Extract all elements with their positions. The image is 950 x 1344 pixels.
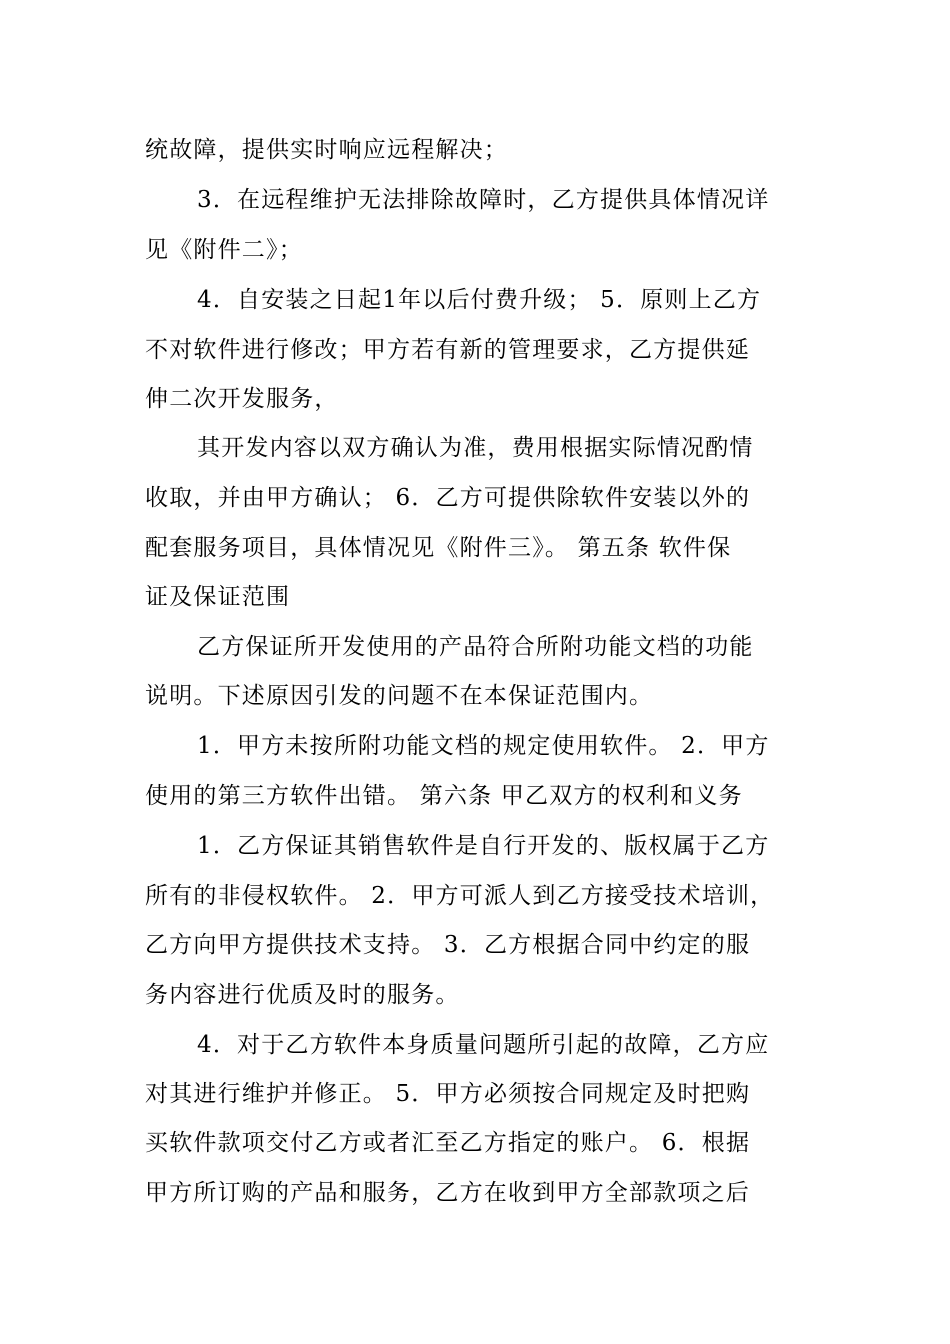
- text-line: 1．乙方保证其销售软件是自行开发的、版权属于乙方: [197, 833, 770, 859]
- text-line: 所有的非侵权软件。 2．甲方可派人到乙方接受技术培训，: [145, 883, 775, 909]
- text-line: 乙方向甲方提供技术支持。 3．乙方根据合同中约定的服: [145, 932, 751, 958]
- text-line: 3．在远程维护无法排除故障时，乙方提供具体情况详: [197, 187, 770, 213]
- text-line: 使用的第三方软件出错。 第六条 甲乙双方的权利和义务: [145, 783, 743, 809]
- text-line: 收取，并由甲方确认； 6．乙方可提供除软件安装以外的: [145, 485, 751, 511]
- text-line: 甲方所订购的产品和服务，乙方在收到甲方全部款项之后: [145, 1180, 750, 1206]
- text-line: 证及保证范围: [145, 584, 291, 610]
- text-line: 4．自安装之日起1年以后付费升级； 5．原则上乙方: [197, 287, 762, 313]
- text-line: 4．对于乙方软件本身质量问题所引起的故障，乙方应: [197, 1032, 770, 1058]
- text-line: 伸二次开发服务，: [145, 386, 339, 412]
- text-line: 对其进行维护并修正。 5．甲方必须按合同规定及时把购: [145, 1081, 751, 1107]
- text-line: 买软件款项交付乙方或者汇至乙方指定的账户。 6．根据: [145, 1130, 751, 1156]
- text-line: 配套服务项目，具体情况见《附件三》。 第五条 软件保: [145, 535, 732, 561]
- text-line: 见《附件二》；: [145, 237, 303, 263]
- text-line: 乙方保证所开发使用的产品符合所附功能文档的功能: [197, 634, 754, 660]
- text-line: 1．甲方未按所附功能文档的规定使用软件。 2．甲方: [197, 733, 770, 759]
- text-line: 务内容进行优质及时的服务。: [145, 982, 460, 1008]
- text-line: 其开发内容以双方确认为准，费用根据实际情况酌情: [197, 435, 754, 461]
- text-line: 说明。下述原因引发的问题不在本保证范围内。: [145, 683, 654, 709]
- text-line: 不对软件进行修改；甲方若有新的管理要求，乙方提供延: [145, 337, 750, 363]
- text-line: 统故障，提供实时响应远程解决；: [145, 137, 508, 163]
